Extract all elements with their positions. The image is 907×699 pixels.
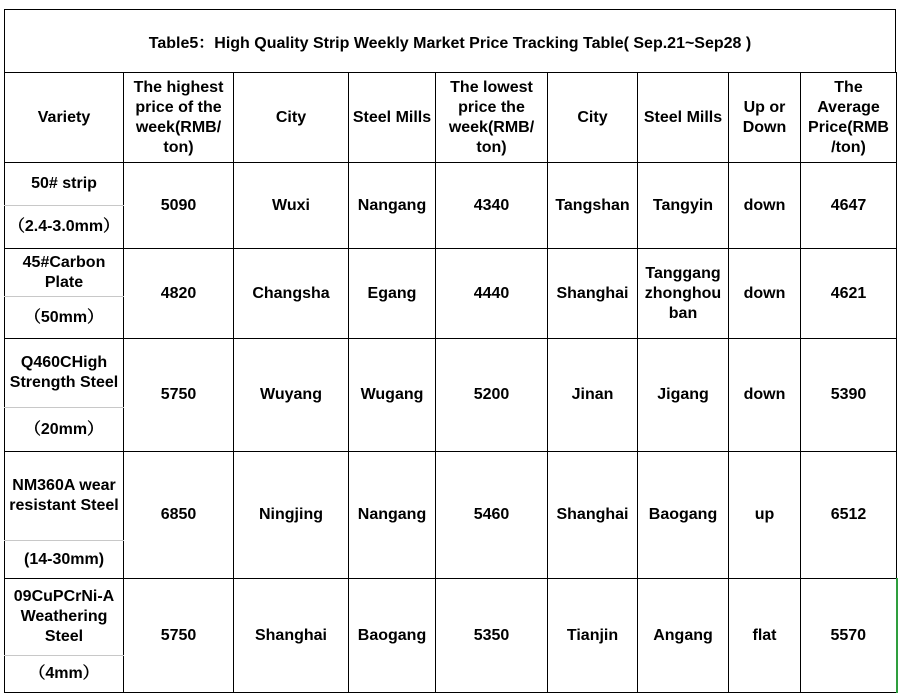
header-variety: Variety	[5, 73, 124, 163]
highest-price: 6850	[124, 452, 234, 579]
lowest-price: 4440	[436, 249, 548, 339]
lowest-price: 5350	[436, 579, 548, 693]
header-low-city: City	[548, 73, 638, 163]
variety-name: Q460CHigh Strength Steel	[5, 339, 124, 408]
header-trend: Up or Down	[729, 73, 801, 163]
high-city: Wuxi	[234, 163, 349, 249]
high-mill: Nangang	[349, 452, 436, 579]
lowest-price: 4340	[436, 163, 548, 249]
trend: down	[729, 163, 801, 249]
trend: down	[729, 249, 801, 339]
high-mill: Nangang	[349, 163, 436, 249]
highest-price: 5090	[124, 163, 234, 249]
variety-name: NM360A wear resistant Steel	[5, 452, 124, 541]
variety-spec: （20mm）	[5, 408, 124, 452]
low-mill: Tanggang zhonghou ban	[638, 249, 729, 339]
highest-price: 5750	[124, 339, 234, 452]
trend: flat	[729, 579, 801, 693]
header-high-city: City	[234, 73, 349, 163]
high-city: Wuyang	[234, 339, 349, 452]
table-row	[5, 163, 897, 206]
lowest-price: 5460	[436, 452, 548, 579]
average-price: 5570	[801, 579, 897, 693]
table-row	[5, 339, 897, 408]
variety-name: 45#Carbon Plate	[5, 249, 124, 297]
low-city: Tangshan	[548, 163, 638, 249]
low-city: Shanghai	[548, 249, 638, 339]
header-highest-price: The highest price of the week(RMB/ ton)	[124, 73, 234, 163]
lowest-price: 5200	[436, 339, 548, 452]
variety-name: 50# strip	[5, 163, 124, 206]
variety-name: 09CuPCrNi-A Weathering Steel	[5, 579, 124, 656]
highest-price: 4820	[124, 249, 234, 339]
header-lowest-price: The lowest price the week(RMB/ ton)	[436, 73, 548, 163]
low-city: Shanghai	[548, 452, 638, 579]
trend: up	[729, 452, 801, 579]
high-city: Shanghai	[234, 579, 349, 693]
high-city: Changsha	[234, 249, 349, 339]
average-price: 5390	[801, 339, 897, 452]
low-mill: Jigang	[638, 339, 729, 452]
low-city: Jinan	[548, 339, 638, 452]
header-high-mill: Steel Mills	[349, 73, 436, 163]
table-row	[5, 249, 897, 297]
average-price: 4647	[801, 163, 897, 249]
low-mill: Baogang	[638, 452, 729, 579]
price-tracking-sheet	[4, 9, 896, 689]
average-price: 4621	[801, 249, 897, 339]
highest-price: 5750	[124, 579, 234, 693]
variety-spec: （50mm）	[5, 297, 124, 339]
high-mill: Wugang	[349, 339, 436, 452]
low-mill: Tangyin	[638, 163, 729, 249]
average-price: 6512	[801, 452, 897, 579]
header-low-mill: Steel Mills	[638, 73, 729, 163]
price-table	[4, 72, 898, 693]
variety-spec: (14-30mm)	[5, 541, 124, 579]
variety-spec: （4mm）	[5, 656, 124, 693]
trend: down	[729, 339, 801, 452]
high-mill: Egang	[349, 249, 436, 339]
table-title: Table5：High Quality Strip Weekly Market Price Tracking Table( Sep.21~Sep28 )	[4, 9, 896, 72]
low-city: Tianjin	[548, 579, 638, 693]
high-mill: Baogang	[349, 579, 436, 693]
variety-spec: （2.4-3.0mm）	[5, 206, 124, 249]
low-mill: Angang	[638, 579, 729, 693]
header-row	[5, 73, 897, 163]
table-row	[5, 579, 897, 656]
high-city: Ningjing	[234, 452, 349, 579]
table-row	[5, 452, 897, 541]
header-average-price: The Average Price(RMB /ton)	[801, 73, 897, 163]
